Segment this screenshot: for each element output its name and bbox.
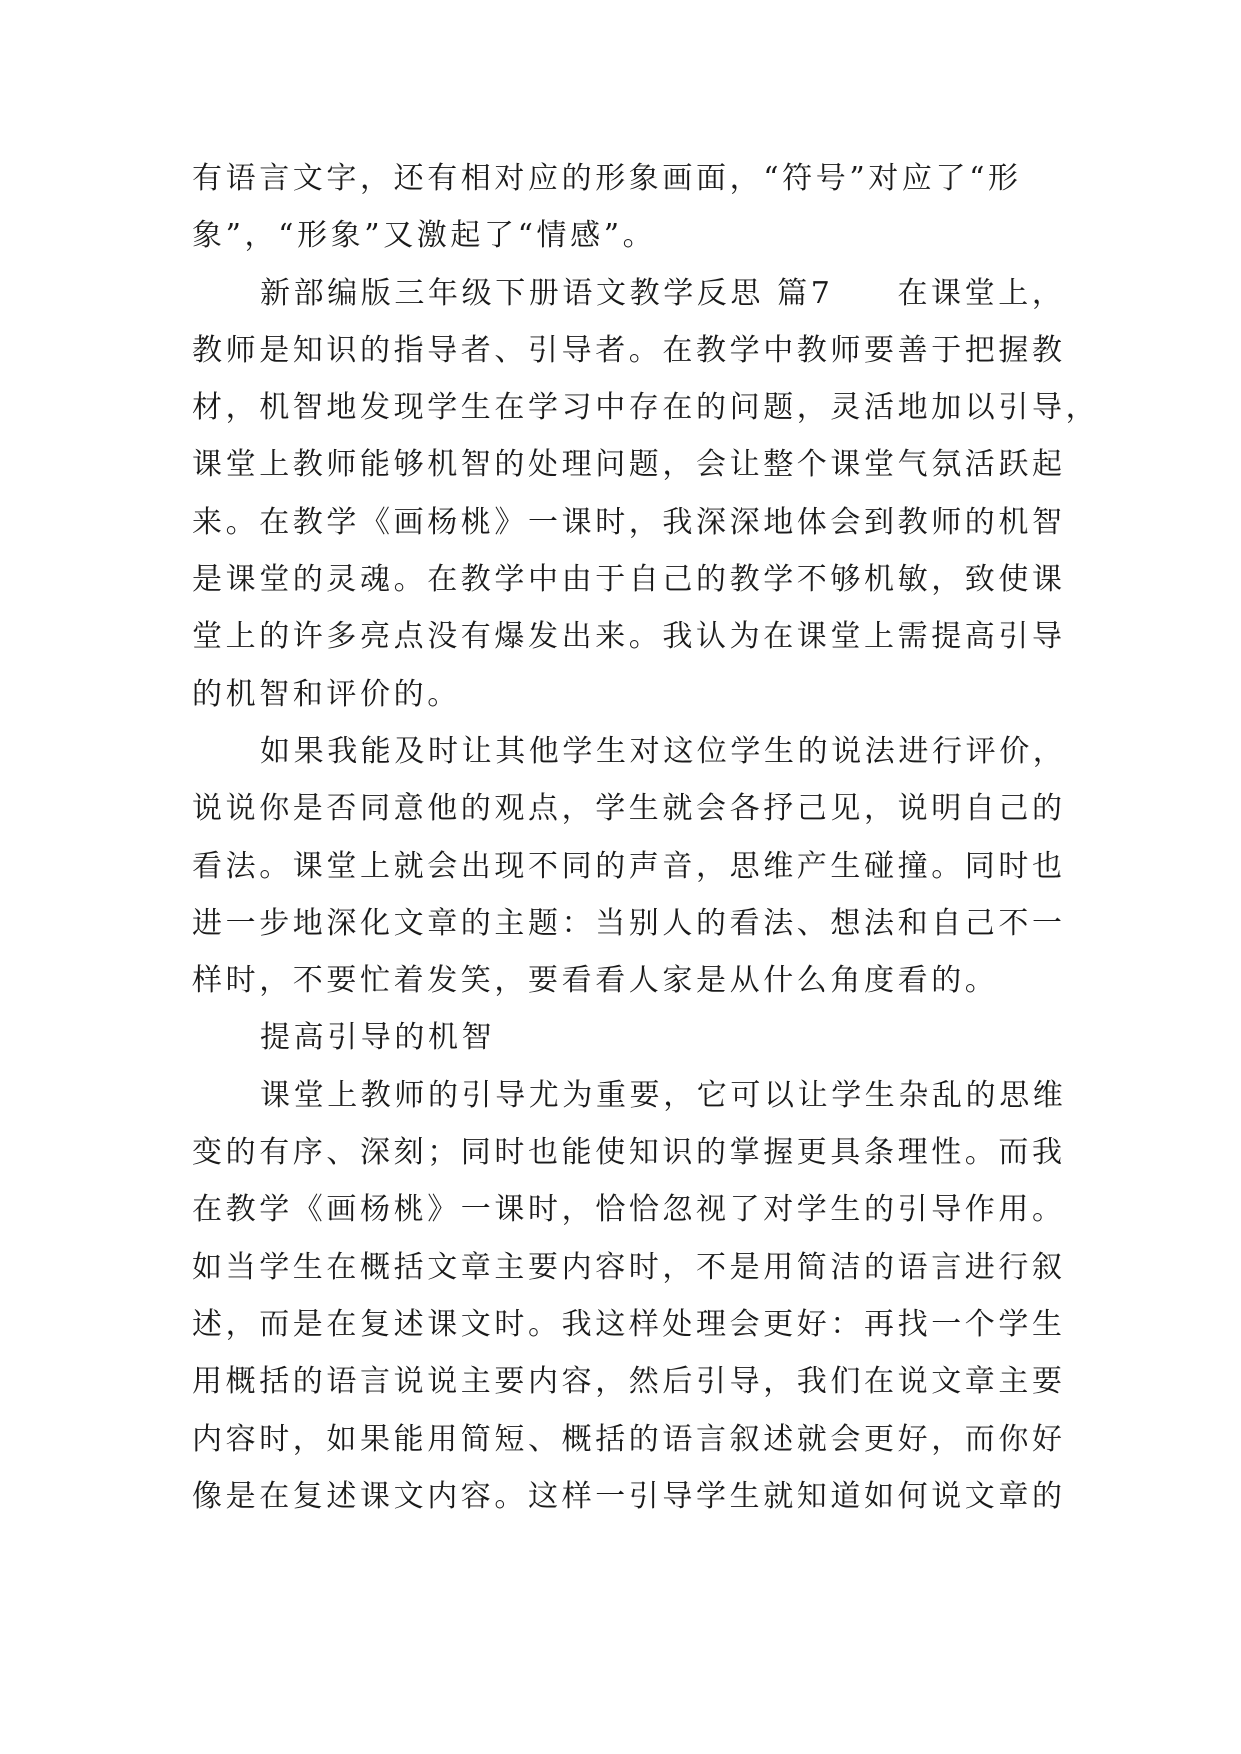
section-heading: 新部编版三年级下册语文教学反思 篇7	[260, 275, 834, 311]
text-line: 象”，“形象”又激起了“情感”。	[192, 218, 657, 254]
text-line: 变的有序、深刻；同时也能使知识的掌握更具条理性。而我	[192, 1135, 1066, 1171]
paragraph	[192, 1067, 1067, 1525]
text-line: 内容时，如果能用简短、概括的语言叙述就会更好，而你好	[192, 1421, 1066, 1457]
document-page	[192, 150, 1100, 1525]
text-line: 用概括的语言说说主要内容，然后引导，我们在说文章主要	[192, 1364, 1066, 1400]
text-line: 进一步地深化文章的主题：当别人的看法、想法和自己不一	[192, 905, 1066, 941]
text-line: 堂上的许多亮点没有爆发出来。我认为在课堂上需提高引导	[192, 619, 1066, 655]
section-heading-line	[192, 265, 1066, 322]
section-heading-tail: 在课堂上，	[897, 275, 1066, 311]
text-line: 的机智和评价的。	[192, 676, 461, 712]
text-line: 在教学《画杨桃》一课时，恰恰忽视了对学生的引导作用。	[192, 1192, 1066, 1228]
text-line: 看法。课堂上就会出现不同的声音，思维产生碰撞。同时也	[192, 848, 1066, 884]
text-line: 述，而是在复述课文时。我这样处理会更好：再找一个学生	[192, 1306, 1066, 1342]
text-line: 是课堂的灵魂。在教学中由于自己的教学不够机敏，致使课	[192, 562, 1066, 598]
text-line: 教师是知识的指导者、引导者。在教学中教师要善于把握教	[192, 332, 1066, 368]
text-line: 课堂上教师能够机智的处理问题，会让整个课堂气氛活跃起	[192, 447, 1066, 483]
text-line: 有语言文字，还有相对应的形象画面，“符号”对应了“形	[192, 161, 1022, 196]
text-line: 样时，不要忙着发笑，要看看人家是从什么角度看的。	[192, 963, 999, 999]
text-line: 课堂上教师的引导尤为重要，它可以让学生杂乱的思维	[260, 1077, 1067, 1113]
text-line: 说说你是否同意他的观点，学生就会各抒己见，说明自己的	[192, 791, 1066, 827]
text-line: 像是在复述课文内容。这样一引导学生就知道如何说文章的	[192, 1478, 1066, 1514]
paragraph	[192, 265, 1100, 723]
text-line: 来。在教学《画杨桃》一课时，我深深地体会到教师的机智	[192, 504, 1066, 540]
paragraph	[192, 723, 1067, 1009]
paragraph	[192, 1009, 1058, 1066]
text-line: 如当学生在概括文章主要内容时，不是用简洁的语言进行叙	[192, 1249, 1066, 1285]
paragraph	[192, 150, 1058, 265]
text-line: 材，机智地发现学生在学习中存在的问题，灵活地加以引导，	[192, 390, 1100, 426]
text-line: 如果我能及时让其他学生对这位学生的说法进行评价，	[260, 733, 1067, 769]
subheading: 提高引导的机智	[260, 1020, 496, 1056]
